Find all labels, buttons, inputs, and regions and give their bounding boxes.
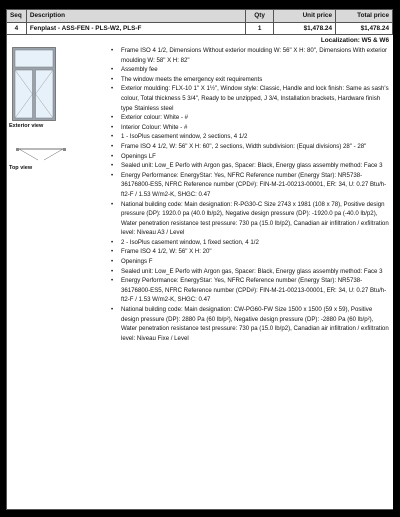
list-item: • Frame ISO 4 1/2, Dimensions Without exterior moulding W: 56" X H: 80", Dimensions With exterior moulding W: 58" X H: 82" — [107, 46, 389, 65]
list-item: • Exterior moulding: FLX-10 1" X 1½", Window style: Classic, Handle and lock finish: Same as sash's colour, Total thickness 5 3/4", Ready to be unzipped, J 3/4, Installation brackets, Hardware finish type Stainless steel — [107, 84, 389, 113]
table-header-row — [7, 10, 393, 23]
exterior-view-caption: Exterior view — [9, 123, 44, 129]
list-item: • Exterior colour: White - # — [107, 113, 389, 123]
header-qty: Qty — [246, 10, 274, 23]
list-item: • Assembly fee — [107, 65, 389, 75]
list-item: • National building code: Main designation: CW-PG60-FW Size 1500 x 1500 (59 x 59), Positive design pressure (DP): 2880 Pa (60 lb/p²), Negative design pressure (DP): -2880 Pa (60 lb/p²), Water penetration resistance test pressure: 730 pa (15.0 lb/p2), Canadian air infiltration / exfiltration level: Niveau Fixe / Level — [107, 305, 389, 343]
list-item: • Energy Performance: EnergyStar: Yes, NFRC Reference number (Energy Star): NR5738-36176800-ES5, NFRC Reference number (CPD#): FIN-M-21-00213-00001, ER: 34, U: 0.27 Btu/h-ft2-F / 1.53 W/m2-K, SHGC: 0.47 — [107, 276, 389, 305]
list-item: • Frame ISO 4 1/2, W: 56" X H: 20" — [107, 247, 389, 257]
header-unit-price: Unit price — [274, 10, 336, 23]
item-detail-panel — [6, 34, 393, 510]
row-unit-price: $1,478.24 — [274, 22, 336, 35]
list-item: • Sealed unit: Low_E Perfo with Argon gas, Spacer: Black, Energy glass assembly method: Face 3 — [107, 267, 389, 277]
list-item: • 1 - IsoPlus casement window, 2 sections, 4 1/2 — [107, 132, 389, 142]
localization-label: Localization: W5 & W6 — [320, 37, 389, 44]
list-item: • Frame ISO 4 1/2, W: 56" X H: 60", 2 sections, Width subdivision: (Equal divisions) 28" - 28" — [107, 142, 389, 152]
header-seq: Seq — [7, 10, 27, 23]
list-item: • Openings F — [107, 257, 389, 267]
header-total-price: Total price — [336, 10, 393, 23]
row-seq: 4 — [7, 22, 27, 35]
spec-list — [107, 46, 389, 343]
line-item-table — [6, 9, 393, 35]
table-row — [7, 22, 393, 35]
row-qty: 1 — [246, 22, 274, 35]
list-item: • Sealed unit: Low_E Perfo with Argon gas, Spacer: Black, Energy glass assembly method: Face 3 — [107, 161, 389, 171]
row-total-price: $1,478.24 — [336, 22, 393, 35]
list-item: • The window meets the emergency exit requirements — [107, 75, 389, 85]
top-view-caption: Top view — [9, 165, 33, 171]
list-item: • Energy Performance: EnergyStar: Yes, NFRC Reference number (Energy Star): NR5738-36176800-ES5, NFRC Reference number (CPD#): FIN-M-21-00213-00001, ER: 34, U: 0.27 Btu/h-ft2-F / 1.53 W/m2-K, SHGC: 0.47 — [107, 171, 389, 200]
top-view-drawing — [10, 147, 70, 163]
list-item: • 2 - IsoPlus casement window, 1 fixed section, 4 1/2 — [107, 238, 389, 248]
list-item: • Interior Colour: White - # — [107, 123, 389, 133]
list-item: • National building code: Main designation: R-PG30-C Size 2743 x 1981 (108 x 78), Positive design pressure (DP): 1920.0 pa (40.0 lb/p2), Negative design pressure (DP): -1920.0 pa (-40.0 lb/p2), Water penetration resistance test pressure: 730 pa (15.0 lb/p2), Canadian air infiltration / exfiltration level: Niveau A3 / Level — [107, 200, 389, 238]
exterior-view-drawing — [12, 47, 56, 121]
header-description: Description — [26, 10, 245, 23]
list-item: • Openings LF — [107, 152, 389, 162]
row-description: Fenplast - ASS-FEN - PLS-W2, PLS-F — [26, 22, 245, 35]
quote-page — [6, 9, 393, 510]
